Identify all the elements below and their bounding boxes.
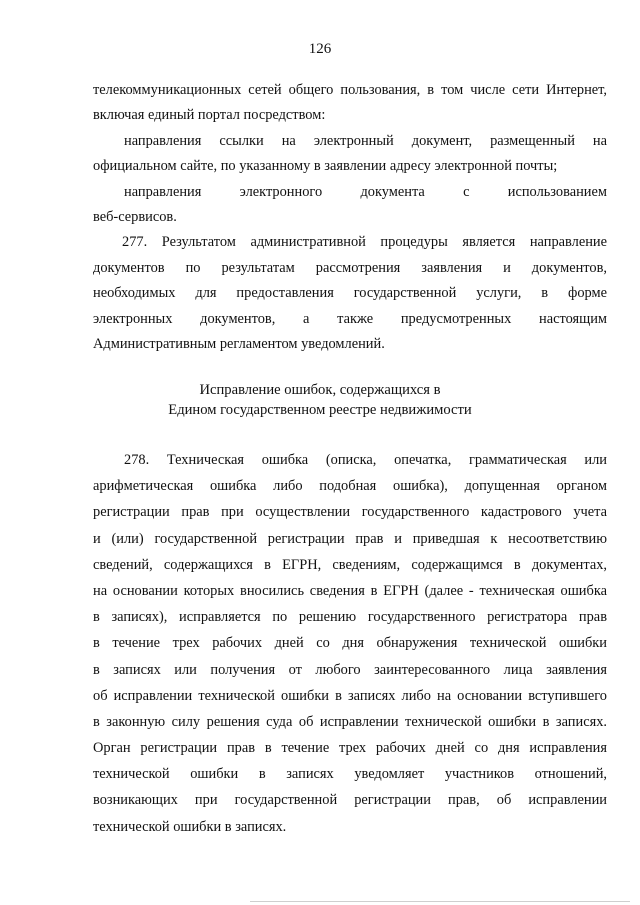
- paragraph-278-line: в записях), исправляется по решению государственного регистратора прав: [93, 609, 607, 626]
- paragraph-277-line: необходимых для предоставления государственной услуги, в форме: [93, 285, 607, 302]
- section-heading-line: Едином государственном реестре недвижимости: [168, 402, 472, 418]
- scan-edge-line: [250, 901, 630, 902]
- paragraph-277-line: документов по результатам рассмотрения заявления и документов,: [93, 259, 607, 276]
- paragraph-278-line: возникающих при государственной регистрации прав, об исправлении: [93, 792, 607, 809]
- paragraph-278-line: регистрации прав при осуществлении государственного кадастрового учета: [93, 504, 607, 521]
- paragraph-278-line: на основании которых вносились сведения в ЕГРН (далее - техническая ошибка: [93, 582, 607, 599]
- text-line: направления ссылки на электронный документ, размещенный на: [124, 132, 607, 149]
- paragraph-277-line: 277. Результатом административной процедуры является направление: [122, 234, 607, 251]
- text-line: веб-сервисов.: [93, 208, 177, 225]
- paragraph-278-line: 278. Техническая ошибка (описка, опечатка, грамматическая или: [124, 452, 607, 468]
- paragraph-277-line: Административным регламентом уведомлений.: [93, 335, 385, 352]
- paragraph-278-line: технической ошибки в записях.: [93, 818, 287, 835]
- paragraph-277-line: электронных документов, а также предусмотренных настоящим: [93, 310, 607, 327]
- paragraph-278-line: и (или) государственной регистрации прав и приведшая к несоответствию: [93, 530, 607, 547]
- section-heading: [0, 380, 640, 420]
- text-line: официальном сайте, по указанному в заявлении адресу электронной почты;: [93, 158, 558, 175]
- paragraph-278-line: Орган регистрации прав в течение трех рабочих дней со дня исправления: [93, 740, 607, 757]
- paragraph-278-line: технической ошибки в записях уведомляет участников отношений,: [93, 766, 607, 783]
- paragraph-278: [93, 447, 607, 840]
- paragraph-278-line: об исправлении технической ошибки в записях либо на основании вступившего: [93, 687, 607, 704]
- text-line: телекоммуникационных сетей общего пользования, в том числе сети Интернет,: [93, 82, 607, 98]
- page-number: 126: [308, 41, 332, 57]
- paragraph-278-line: в течение трех рабочих дней со дня обнаружения технической ошибки: [93, 635, 607, 652]
- paragraph-278-line: в законную силу решения суда об исправлении технической ошибки в записях.: [93, 713, 607, 730]
- text-line: направления электронного документа с использованием: [124, 183, 607, 200]
- section-heading-line: Исправление ошибок, содержащихся в: [199, 382, 441, 398]
- paragraph-278-line: арифметическая ошибка либо подобная ошибка), допущенная органом: [93, 478, 607, 495]
- paragraph-278-line: сведений, содержащихся в ЕГРН, сведениям, содержащимся в документах,: [93, 556, 607, 573]
- document-body: [93, 78, 607, 357]
- text-line: включая единый портал посредством:: [93, 107, 326, 124]
- paragraph-278-line: в записях или получения от любого заинтересованного лица заявления: [93, 661, 607, 678]
